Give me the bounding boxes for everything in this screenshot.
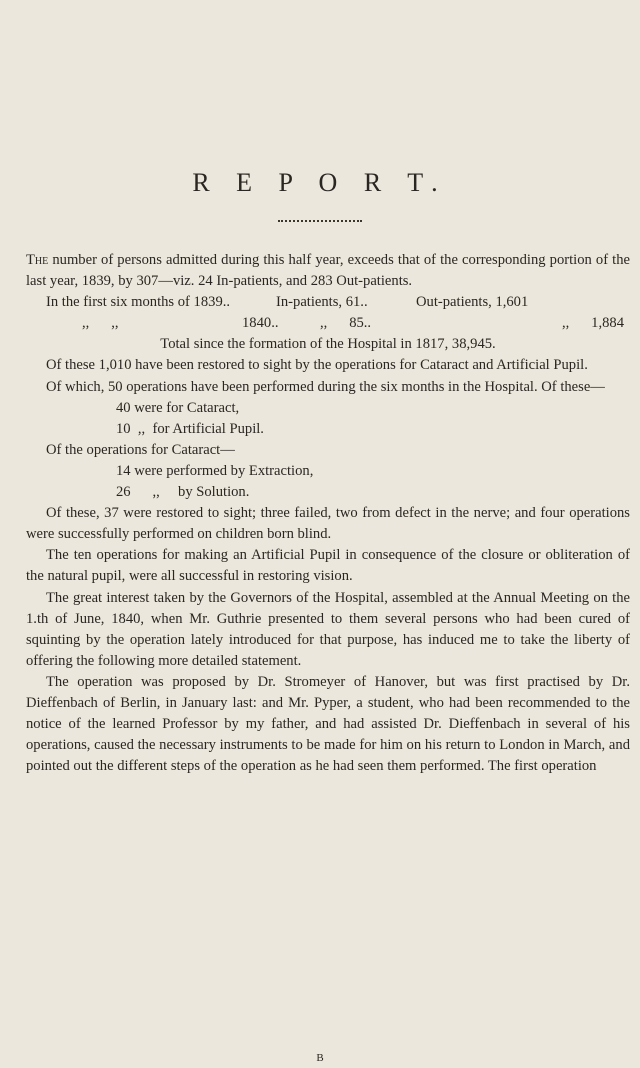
intro-lead-word: The: [26, 252, 49, 268]
paragraph-cataract-ops: Of the operations for Cataract—: [46, 441, 235, 458]
paragraph-proposed: The operation was proposed by Dr. Stromeyer of Hanover, but was first practised by Dr. Dieffenbach of Berlin, in January last: and Mr. Pyper, a student, who had been recommended to the notice of the learned Professor by my father, and had assisted Dr. Dieffenbach in several of his operations, caused the necessary instruments to be made for him on his return to London in March, and pointed out the different steps of the operation as he had seen them performed. The first operation: [26, 673, 630, 775]
list-item: 26 ,, by Solution.: [116, 484, 250, 501]
paragraph-interest: The great interest taken by the Governors of the Hospital, assembled at the Annual Meeting on the 1.th of June, 1840, when Mr. Guthrie presented to them several persons who had been cured of squinting by the operation lately introduced for that purpose, has induced me to take the liberty of offering the following more detailed statement.: [26, 589, 630, 669]
decorative-rule: [278, 220, 362, 222]
stats-row-1840: [26, 313, 630, 334]
list-item: 10 ,, for Artificial Pupil.: [116, 420, 264, 437]
stats-1840-inpatients: ,, 85..: [320, 315, 372, 332]
list-operations: [26, 398, 630, 440]
paragraph-restored: Of these 1,010 have been restored to sight by the operations for Cataract and Artificial Pupil.: [46, 357, 588, 374]
report-body: [26, 250, 630, 777]
page-title: R E P O R T.: [192, 168, 448, 197]
paragraph-ten-ops: The ten operations for making an Artificial Pupil in consequence of the closure or obliteration of the natural pupil, were all successful in restoring vision.: [26, 547, 630, 585]
stats-row-1839: [26, 292, 630, 313]
stats-1840-outpatients: ,, 1,884: [561, 315, 624, 332]
signature-mark: B: [316, 1052, 324, 1064]
list-item: 14 were performed by Extraction,: [116, 462, 314, 479]
paragraph-which: Of which, 50 operations have been performed during the six months in the Hospital. Of these—: [46, 378, 605, 395]
stats-1839-inpatients: In-patients, 61..: [276, 294, 368, 311]
stats-1839-outpatients: Out-patients, 1,601: [416, 294, 529, 311]
paragraph-of-these: Of these, 37 were restored to sight; three failed, two from defect in the nerve; and four operations were successfully performed on children born blind.: [26, 505, 630, 543]
paragraph-intro: [26, 250, 630, 292]
paragraph-total: Total since the formation of the Hospital in 1817, 38,945.: [160, 336, 496, 353]
stats-1839-label: In the first six months of 1839..: [46, 294, 231, 311]
list-cataract: [26, 461, 630, 503]
stats-1840-ditto: ,, ,,: [82, 315, 119, 332]
stats-1840-year: 1840..: [242, 315, 279, 332]
list-item: 40 were for Cataract,: [116, 399, 240, 416]
intro-text: number of persons admitted during this half year, exceeds that of the corresponding portion of the last year, 1839, by 307—viz. 24 In-patients, and 283 Out-patients.: [26, 252, 630, 290]
